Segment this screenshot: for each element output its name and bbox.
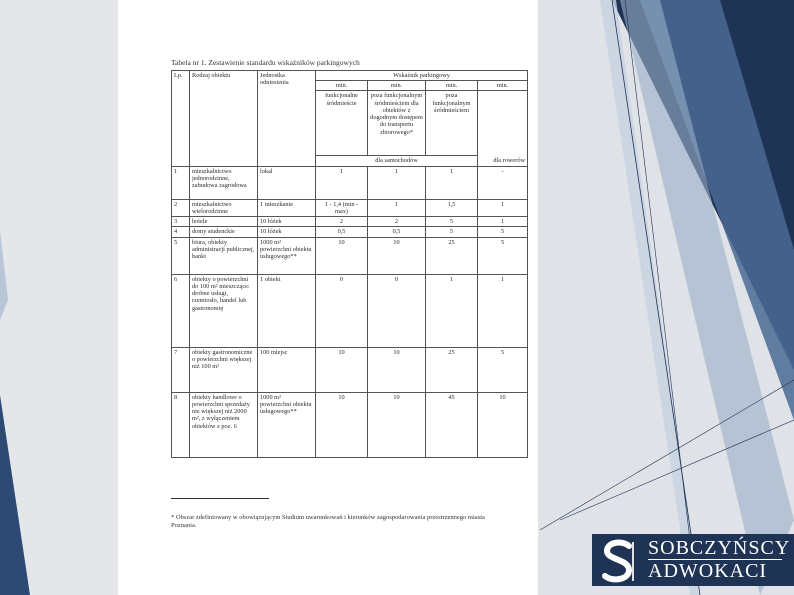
- row-object: biura, obiekty administracji publicznej, banki: [190, 237, 258, 274]
- table-row: [172, 392, 528, 457]
- row-value: 1: [368, 166, 426, 199]
- left-decor-dark: [0, 395, 30, 595]
- row-lp: 4: [172, 227, 190, 237]
- row-value: 25: [426, 237, 478, 274]
- left-decor-light: [0, 230, 8, 320]
- row-lp: 2: [172, 199, 190, 216]
- row-unit: 1000 m² powierzchni obiektu usługowego**: [258, 392, 316, 457]
- row-value: 0: [368, 274, 426, 347]
- row-value: 10: [368, 347, 426, 392]
- row-value: 25: [426, 347, 478, 392]
- row-value: 10: [368, 237, 426, 274]
- header-min: min.: [478, 81, 528, 91]
- table-row: [172, 274, 528, 347]
- header-zone-outside: poza funkcjonalnym śródmieściem: [426, 91, 478, 156]
- row-value: 10: [316, 237, 368, 274]
- row-value: 10: [316, 347, 368, 392]
- row-unit: lokal: [258, 166, 316, 199]
- row-value: 1: [426, 274, 478, 347]
- row-unit: 10 łóżek: [258, 227, 316, 237]
- row-value: 0: [316, 274, 368, 347]
- logo-name: SOBCZYŃSCY: [648, 537, 791, 559]
- row-object: obiekty o powierzchni do 100 m² mieszczące: drobne usługi, rzemiosło, handel lub gastronomię: [190, 274, 258, 347]
- row-unit: 1 obiekt: [258, 274, 316, 347]
- logo-subtitle: ADWOKACI: [648, 560, 768, 582]
- row-value: 10: [316, 392, 368, 457]
- row-value: 0,5: [316, 227, 368, 237]
- row-object: hotele: [190, 217, 258, 227]
- table-header-row: [172, 71, 528, 81]
- row-unit: 100 miejsc: [258, 347, 316, 392]
- parking-standards-table: [171, 70, 528, 458]
- footnote-separator: [171, 498, 269, 499]
- row-value: 1: [426, 166, 478, 199]
- row-value: 2: [316, 217, 368, 227]
- header-min: min.: [368, 81, 426, 91]
- row-value: 1: [478, 199, 528, 216]
- header-object: Rodzaj obiektu: [190, 71, 258, 167]
- row-unit: 1 mieszkanie: [258, 199, 316, 216]
- header-unit: Jednostka odniesienia: [258, 71, 316, 167]
- row-value: 5: [478, 237, 528, 274]
- table-row: [172, 237, 528, 274]
- row-value: 1: [478, 217, 528, 227]
- row-value: 1: [478, 274, 528, 347]
- row-value: 5: [426, 217, 478, 227]
- row-unit: 10 łóżek: [258, 217, 316, 227]
- row-lp: 6: [172, 274, 190, 347]
- header-for-cars: dla samochodów: [316, 156, 478, 166]
- row-lp: 5: [172, 237, 190, 274]
- row-unit: 1000 m² powierzchni obiektu usługowego**: [258, 237, 316, 274]
- row-lp: 3: [172, 217, 190, 227]
- row-lp: 1: [172, 166, 190, 199]
- footnote: * Obszar zdefiniowany w obowiązującym Studium uwarunkowań i kierunków zagospodarowania przestrzennego miasta Poznania.: [171, 514, 485, 530]
- header-for-bikes: dla rowerów: [478, 91, 528, 166]
- row-lp: 7: [172, 347, 190, 392]
- row-value: 5: [426, 227, 478, 237]
- row-object: obiekty handlowe o powierzchni sprzedaży nie większej niż 2000 m², z wyłączeniem obiektów z poz. 6: [190, 392, 258, 457]
- header-lp: Lp.: [172, 71, 190, 167]
- header-zone-center: funkcjonalne śródmieście: [316, 91, 368, 156]
- logo-s-mark-icon: [596, 537, 640, 585]
- table-row: [172, 217, 528, 227]
- row-value: 10: [368, 392, 426, 457]
- row-value: 2: [368, 217, 426, 227]
- row-object: mieszkalnictwo jednorodzinne, zabudowa zagrodowa: [190, 166, 258, 199]
- row-object: domy studenckie: [190, 227, 258, 237]
- row-value: 5: [478, 227, 528, 237]
- table-row: [172, 199, 528, 216]
- table-row: [172, 166, 528, 199]
- header-group: Wskaźnik parkingowy: [316, 71, 528, 81]
- table-row: [172, 347, 528, 392]
- row-value: 1,5: [426, 199, 478, 216]
- row-value: 1 - 1,4 (min - max): [316, 199, 368, 216]
- header-min: min.: [426, 81, 478, 91]
- header-min: min.: [316, 81, 368, 91]
- row-value: 1: [316, 166, 368, 199]
- row-value: 45: [426, 392, 478, 457]
- header-zone-transit: poza funkcjonalnym śródmieściem dla obiektów z dogodnym dostępem do transportu zbiorowego*: [368, 91, 426, 156]
- row-value: 10: [478, 392, 528, 457]
- row-value: 5: [478, 347, 528, 392]
- row-object: mieszkalnictwo wielorodzinne: [190, 199, 258, 216]
- table-row: [172, 227, 528, 237]
- row-lp: 8: [172, 392, 190, 457]
- row-value: -: [478, 166, 528, 199]
- row-value: 1: [368, 199, 426, 216]
- table-caption: Tabela nr 1. Zestawienie standardu wskaźników parkingowych: [171, 58, 360, 67]
- row-object: obiekty gastronomiczne o powierzchni większej niż 100 m²: [190, 347, 258, 392]
- row-value: 0,5: [368, 227, 426, 237]
